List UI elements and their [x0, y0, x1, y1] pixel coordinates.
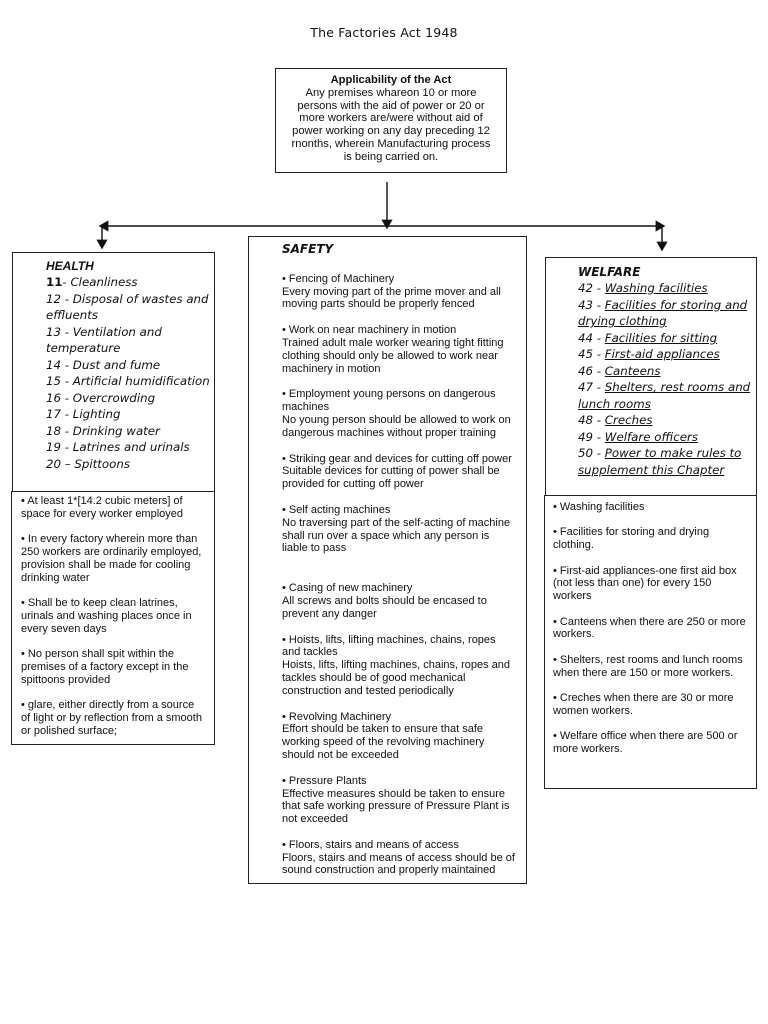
section-number: 20	[46, 456, 62, 471]
section-label: Cleanliness	[70, 275, 138, 289]
section-number: 45	[578, 347, 594, 361]
safety-section-head: • Self acting machines	[282, 503, 391, 516]
safety-section-head: • Pressure Plants	[282, 774, 367, 787]
welfare-section-item	[578, 346, 756, 363]
safety-section	[282, 324, 516, 375]
safety-section-head: • Striking gear and devices for cutting off power	[282, 452, 512, 465]
health-note: • glare, either directly from a source of light or by reflection from a smooth or polished surface;	[21, 698, 202, 737]
safety-section-head: • Revolving Machinery	[282, 710, 392, 723]
section-separator: -	[61, 423, 73, 438]
section-separator: -	[593, 446, 605, 460]
section-number: 18	[46, 423, 62, 438]
section-separator: -	[61, 291, 73, 306]
section-number: 15	[46, 374, 62, 388]
health-section-item	[46, 274, 214, 291]
section-label: Canteens	[604, 363, 661, 378]
section-separator: -	[61, 407, 73, 421]
section-number: 16	[46, 390, 62, 405]
section-number: 48	[578, 413, 594, 427]
safety-section	[282, 504, 516, 555]
section-label: Overcrowding	[72, 390, 156, 405]
section-number: 50	[578, 446, 594, 460]
health-heading: HEALTH	[46, 259, 94, 273]
safety-section-head: • Floors, stairs and means of access	[282, 838, 459, 851]
safety-section-body: No traversing part of the self-acting of machine shall run over a space which any person is liable to pass	[282, 516, 511, 555]
health-notes-box	[11, 491, 215, 745]
welfare-section-list	[578, 280, 756, 478]
welfare-notes-list	[553, 501, 748, 756]
health-section-item	[46, 456, 214, 473]
welfare-note: • Shelters, rest rooms and lunch rooms when there are 150 or more workers.	[553, 653, 743, 679]
welfare-section-item	[578, 363, 756, 380]
safety-section-head: • Employment young persons on dangerous machines	[282, 388, 496, 414]
section-number: 42	[578, 281, 594, 295]
welfare-section-item	[578, 429, 756, 446]
applicability-body: Any premises whareon 10 or more persons with the aid of power or 20 or more workers are/were without aid of power working on any day preceding 12 rnonths, wherein Manufacturing process is being carried on.	[291, 86, 491, 163]
section-separator: -	[61, 357, 73, 372]
section-number: 44	[578, 330, 594, 345]
welfare-note: • Welfare office when there are 500 or more workers.	[553, 730, 738, 755]
welfare-note: • Washing facilities	[553, 501, 645, 513]
safety-section	[282, 711, 516, 762]
welfare-note: • Creches when there are 30 or more women workers.	[553, 691, 734, 717]
safety-box	[248, 236, 527, 884]
section-separator: -	[593, 380, 605, 394]
health-sections-box	[12, 252, 215, 492]
section-label: Shelters, rest rooms and lunch rooms	[578, 380, 751, 411]
section-label: Dust and fume	[72, 357, 161, 372]
connector-arrows	[0, 0, 768, 260]
section-number: 17	[46, 407, 62, 421]
safety-section-body: Trained adult male worker wearing tight fitting clothing should only be allowed to work near machinery in motion	[282, 336, 504, 375]
safety-section-body: Hoists, lifts, lifting machines, chains, ropes and tackles should be of good mechanical construction and tested periodically	[282, 659, 511, 697]
section-label: Power to make rules to supplement this Chapter	[578, 446, 742, 477]
section-label: Artificial humidification	[72, 374, 210, 388]
welfare-note: • First-aid appliances-one first aid box (not less than one) for every 150 workers	[553, 564, 737, 603]
welfare-sections-box	[545, 257, 757, 496]
welfare-section-item	[578, 330, 756, 347]
section-separator: -	[593, 330, 605, 345]
section-label: Lighting	[72, 407, 121, 421]
section-separator: -	[593, 281, 605, 295]
safety-section-list	[282, 273, 516, 877]
safety-section	[282, 273, 516, 311]
section-separator: -	[593, 429, 605, 444]
welfare-section-item	[578, 297, 756, 330]
safety-section-head: • Hoists, lifts, lifting machines, chains, ropes and tackles	[282, 633, 496, 659]
section-label: Disposal of wastes and effluents	[46, 291, 209, 322]
safety-section-head: • Work on near machinery in motion	[282, 324, 457, 337]
welfare-section-item	[578, 379, 756, 412]
health-note: • At least 1*[14.2 cubic meters] of space for every worker employed	[21, 495, 184, 520]
welfare-section-item	[578, 445, 756, 478]
welfare-section-item	[578, 412, 756, 429]
section-number: 12	[46, 291, 62, 306]
section-separator: -	[593, 413, 605, 427]
section-separator: –	[61, 456, 75, 471]
safety-section-body: Effective measures should be taken to ensure that safe working pressure of Pressure Plant is not exceeded	[282, 787, 510, 826]
section-number: 47	[578, 380, 594, 394]
safety-section-head: • Casing of new machinery	[282, 582, 413, 595]
health-section-item	[46, 390, 214, 407]
section-label: First-aid appliances	[604, 347, 720, 361]
section-label: Facilities for storing and drying clothing	[578, 297, 748, 328]
section-separator: -	[593, 363, 605, 378]
safety-section	[282, 839, 516, 877]
section-number: 19	[46, 440, 62, 454]
safety-section-body: Every moving part of the prime mover and all moving parts should be properly fenced	[282, 285, 501, 311]
welfare-notes-box	[544, 495, 757, 789]
section-number: 49	[578, 429, 594, 444]
section-number: 43	[578, 297, 594, 312]
section-number: 13	[46, 324, 62, 339]
document-title: The Factories Act 1948	[310, 25, 458, 40]
section-separator: -	[593, 297, 605, 312]
safety-section-body: Effort should be taken to ensure that safe working speed of the revolving machinery should not be exceeded	[282, 723, 485, 761]
section-separator: -	[593, 347, 605, 361]
health-section-item	[46, 291, 214, 324]
health-section-item	[46, 324, 214, 357]
section-label: Facilities for sitting	[604, 330, 718, 345]
health-section-item	[46, 423, 214, 440]
safety-section-head: • Fencing of Machinery	[282, 272, 395, 285]
welfare-note: • Facilities for storing and drying clothing.	[553, 526, 710, 552]
health-note: • Shall be to keep clean latrines, urinals and washing places once in every seven days	[21, 596, 192, 635]
safety-section	[282, 634, 516, 698]
health-section-item	[46, 373, 214, 390]
safety-section-body: Suitable devices for cutting of power shall be provided for cutting off power	[282, 465, 500, 491]
welfare-section-item	[578, 280, 756, 297]
section-label: Welfare officers	[604, 429, 698, 444]
section-label: Washing facilities	[604, 281, 708, 295]
section-label: Drinking water	[72, 423, 160, 438]
health-note: • In every factory wherein more than 250 workers are ordinarily employed, provision shall be made for cooling drinking water	[21, 533, 202, 584]
safety-section	[282, 388, 516, 439]
safety-section	[282, 775, 516, 826]
safety-section	[282, 453, 516, 491]
health-section-item	[46, 439, 214, 456]
section-number: 46	[578, 363, 594, 378]
section-separator: -	[61, 440, 73, 454]
health-note: • No person shall spit within the premises of a factory except in the spittoons provided	[21, 647, 189, 686]
section-separator: -	[61, 324, 73, 339]
safety-section-body: All screws and bolts should be encased to prevent any danger	[282, 594, 487, 620]
welfare-heading: WELFARE	[578, 265, 641, 279]
section-label: Ventilation and temperature	[46, 324, 162, 355]
section-separator: -	[62, 275, 71, 289]
safety-section-body: No young person should be allowed to work on dangerous machines without proper training	[282, 413, 511, 439]
safety-section-body: Floors, stairs and means of access should be of sound construction and properly maintained	[282, 851, 515, 877]
section-number: 11	[46, 275, 63, 289]
health-notes-list	[21, 495, 206, 737]
section-separator: -	[61, 374, 73, 388]
section-label: Creches	[604, 413, 653, 427]
health-section-item	[46, 357, 214, 374]
health-section-item	[46, 406, 214, 423]
section-number: 14	[46, 357, 62, 372]
section-label: Latrines and urinals	[72, 440, 190, 454]
welfare-note: • Canteens when there are 250 or more workers.	[553, 615, 746, 641]
safety-heading: SAFETY	[282, 242, 334, 256]
section-separator: -	[61, 390, 73, 405]
safety-section	[282, 582, 516, 620]
health-section-list	[46, 274, 214, 472]
applicability-heading: Applicability of the Act	[330, 74, 452, 86]
section-label: Spittoons	[74, 456, 130, 471]
